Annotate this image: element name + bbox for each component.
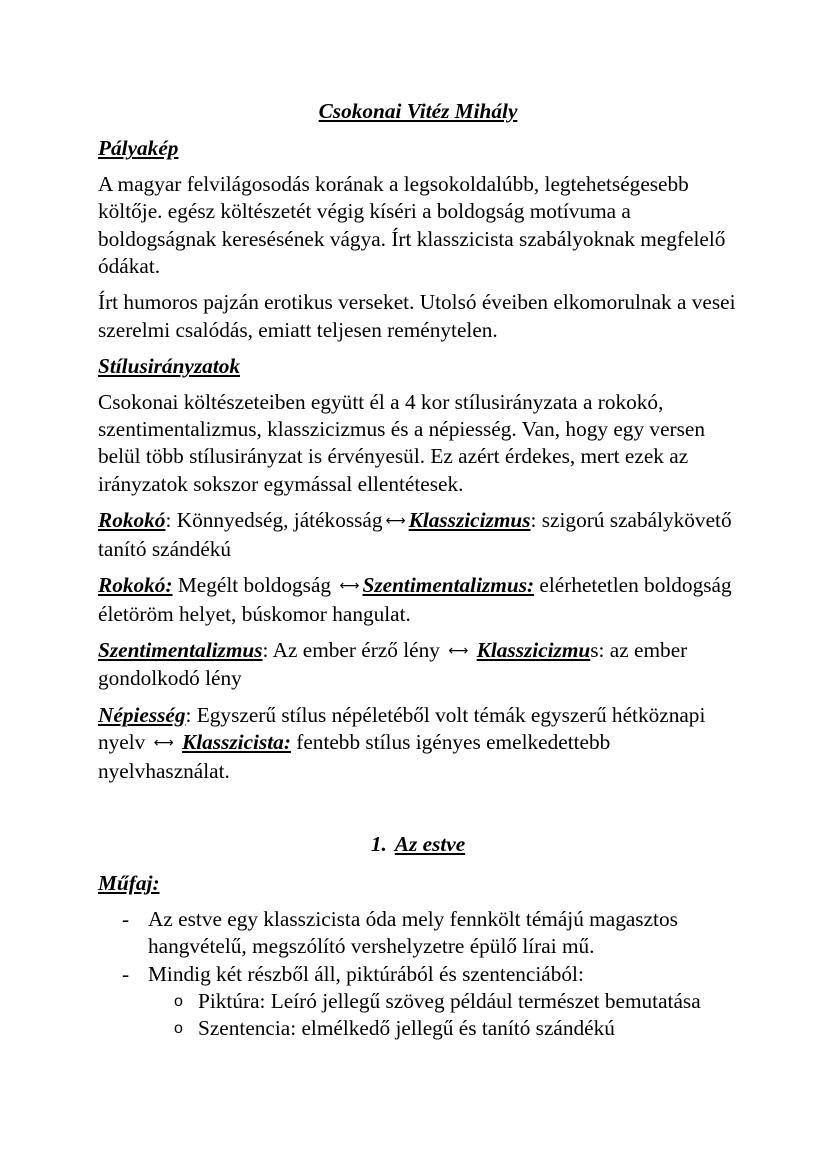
- contrast-szentimentalizmus-klasszicizmus: [98, 637, 738, 693]
- document-page: [98, 98, 738, 1043]
- term-rokoko: Rokokó: [98, 508, 166, 533]
- contrast-text: s: az ember gondolkodó lény: [98, 637, 688, 691]
- mufaj-heading: Műfaj:: [98, 871, 160, 896]
- stilusiranyzatok-heading: Stílusirányzatok: [98, 354, 241, 379]
- term-szentimentalizmus: Szentimentalizmus: [98, 637, 263, 662]
- contrast-rokoko-klasszicizmus: [98, 507, 738, 563]
- contrast-rokoko-szentimentalizmus: [98, 572, 738, 628]
- term-nepiesseg: Népiesség: [98, 702, 186, 727]
- list-item: [98, 961, 738, 1043]
- contrast-text: elérhetetlen boldogság életöröm helyet, búskomor hangulat.: [98, 573, 732, 626]
- double-arrow-icon: ⟷: [153, 735, 174, 752]
- palyakep-paragraph-1: A magyar felvilágosodás korának a legsokoldalúbb, legtehetségesebb költője. egész költészetét végig kíséri a boldogság motívuma a boldogságnak keresésének vágya. Írt klasszicista szabályoknak megfelelő ódákat.: [98, 171, 726, 279]
- contrast-text: : Könnyedség, játékosság: [165, 508, 383, 533]
- sub-list-item: o Piktúra: Leíró jellegű szöveg például természet bemutatása: [148, 988, 738, 1015]
- palyakep-paragraph-2: Írt humoros pajzán erotikus verseket. Utolsó éveiben elkomorulnak a vesei szerelmi csalódás, emiatt teljesen reménytelen.: [98, 290, 736, 342]
- contrast-nepiesseg-klasszicista: [98, 702, 738, 785]
- term-klasszicista: Klasszicista:: [182, 730, 291, 755]
- section-number: 1.: [370, 831, 387, 856]
- term-klasszicizmus: Klasszicizmus: [408, 508, 531, 533]
- double-arrow-icon: ⟷: [385, 513, 406, 530]
- contrast-text: : Az ember érző lény: [262, 637, 446, 662]
- double-arrow-icon: ⟷: [339, 578, 360, 595]
- contrast-text: : szigorú szabálykövető tanító szándékú: [98, 508, 732, 561]
- term-rokoko: Rokokó:: [98, 573, 173, 598]
- contrast-text: Megélt boldogság: [172, 573, 337, 598]
- document-title: Csokonai Vitéz Mihály: [318, 99, 518, 123]
- double-arrow-icon: ⟷: [448, 642, 469, 659]
- contrast-text: fentebb stílus igényes emelkedettebb nyelvhasználat.: [98, 730, 611, 783]
- list-item: - Az estve egy klasszicista óda mely fennkölt témájú magasztos hangvételű, megszólító vershelyzetre épülő lírai mű.: [98, 906, 738, 961]
- section-title: [98, 831, 738, 858]
- term-szentimentalizmus: Szentimentalizmus:: [362, 573, 535, 598]
- list-item-text: Mindig két részből áll, piktúrából és szentenciából:: [148, 961, 584, 986]
- palyakep-heading: Pályakép: [98, 136, 179, 161]
- sub-list-item: o Szentencia: elmélkedő jellegű és tanító szándékú: [148, 1015, 738, 1042]
- stilusiranyzatok-intro: Csokonai költészeteiben együtt él a 4 kor stílusirányzata a rokokó, szentimentalizmus, klasszicizmus és a népiesség. Van, hogy egy versen belül több stílusirányzat is érvényesül. Ez azért érdekes, mert ezek az irányzatok sokszor egymással ellentétesek.: [98, 389, 706, 496]
- contrast-text: : Egyszerű stílus népéletéből volt témák egyszerű hétköznapi nyelv: [98, 702, 706, 755]
- sub-list: [148, 988, 738, 1043]
- term-klasszicizmus: Klasszicizmu: [476, 637, 591, 662]
- section-title-text: Az estve: [394, 831, 466, 856]
- mufaj-list: [98, 906, 738, 1043]
